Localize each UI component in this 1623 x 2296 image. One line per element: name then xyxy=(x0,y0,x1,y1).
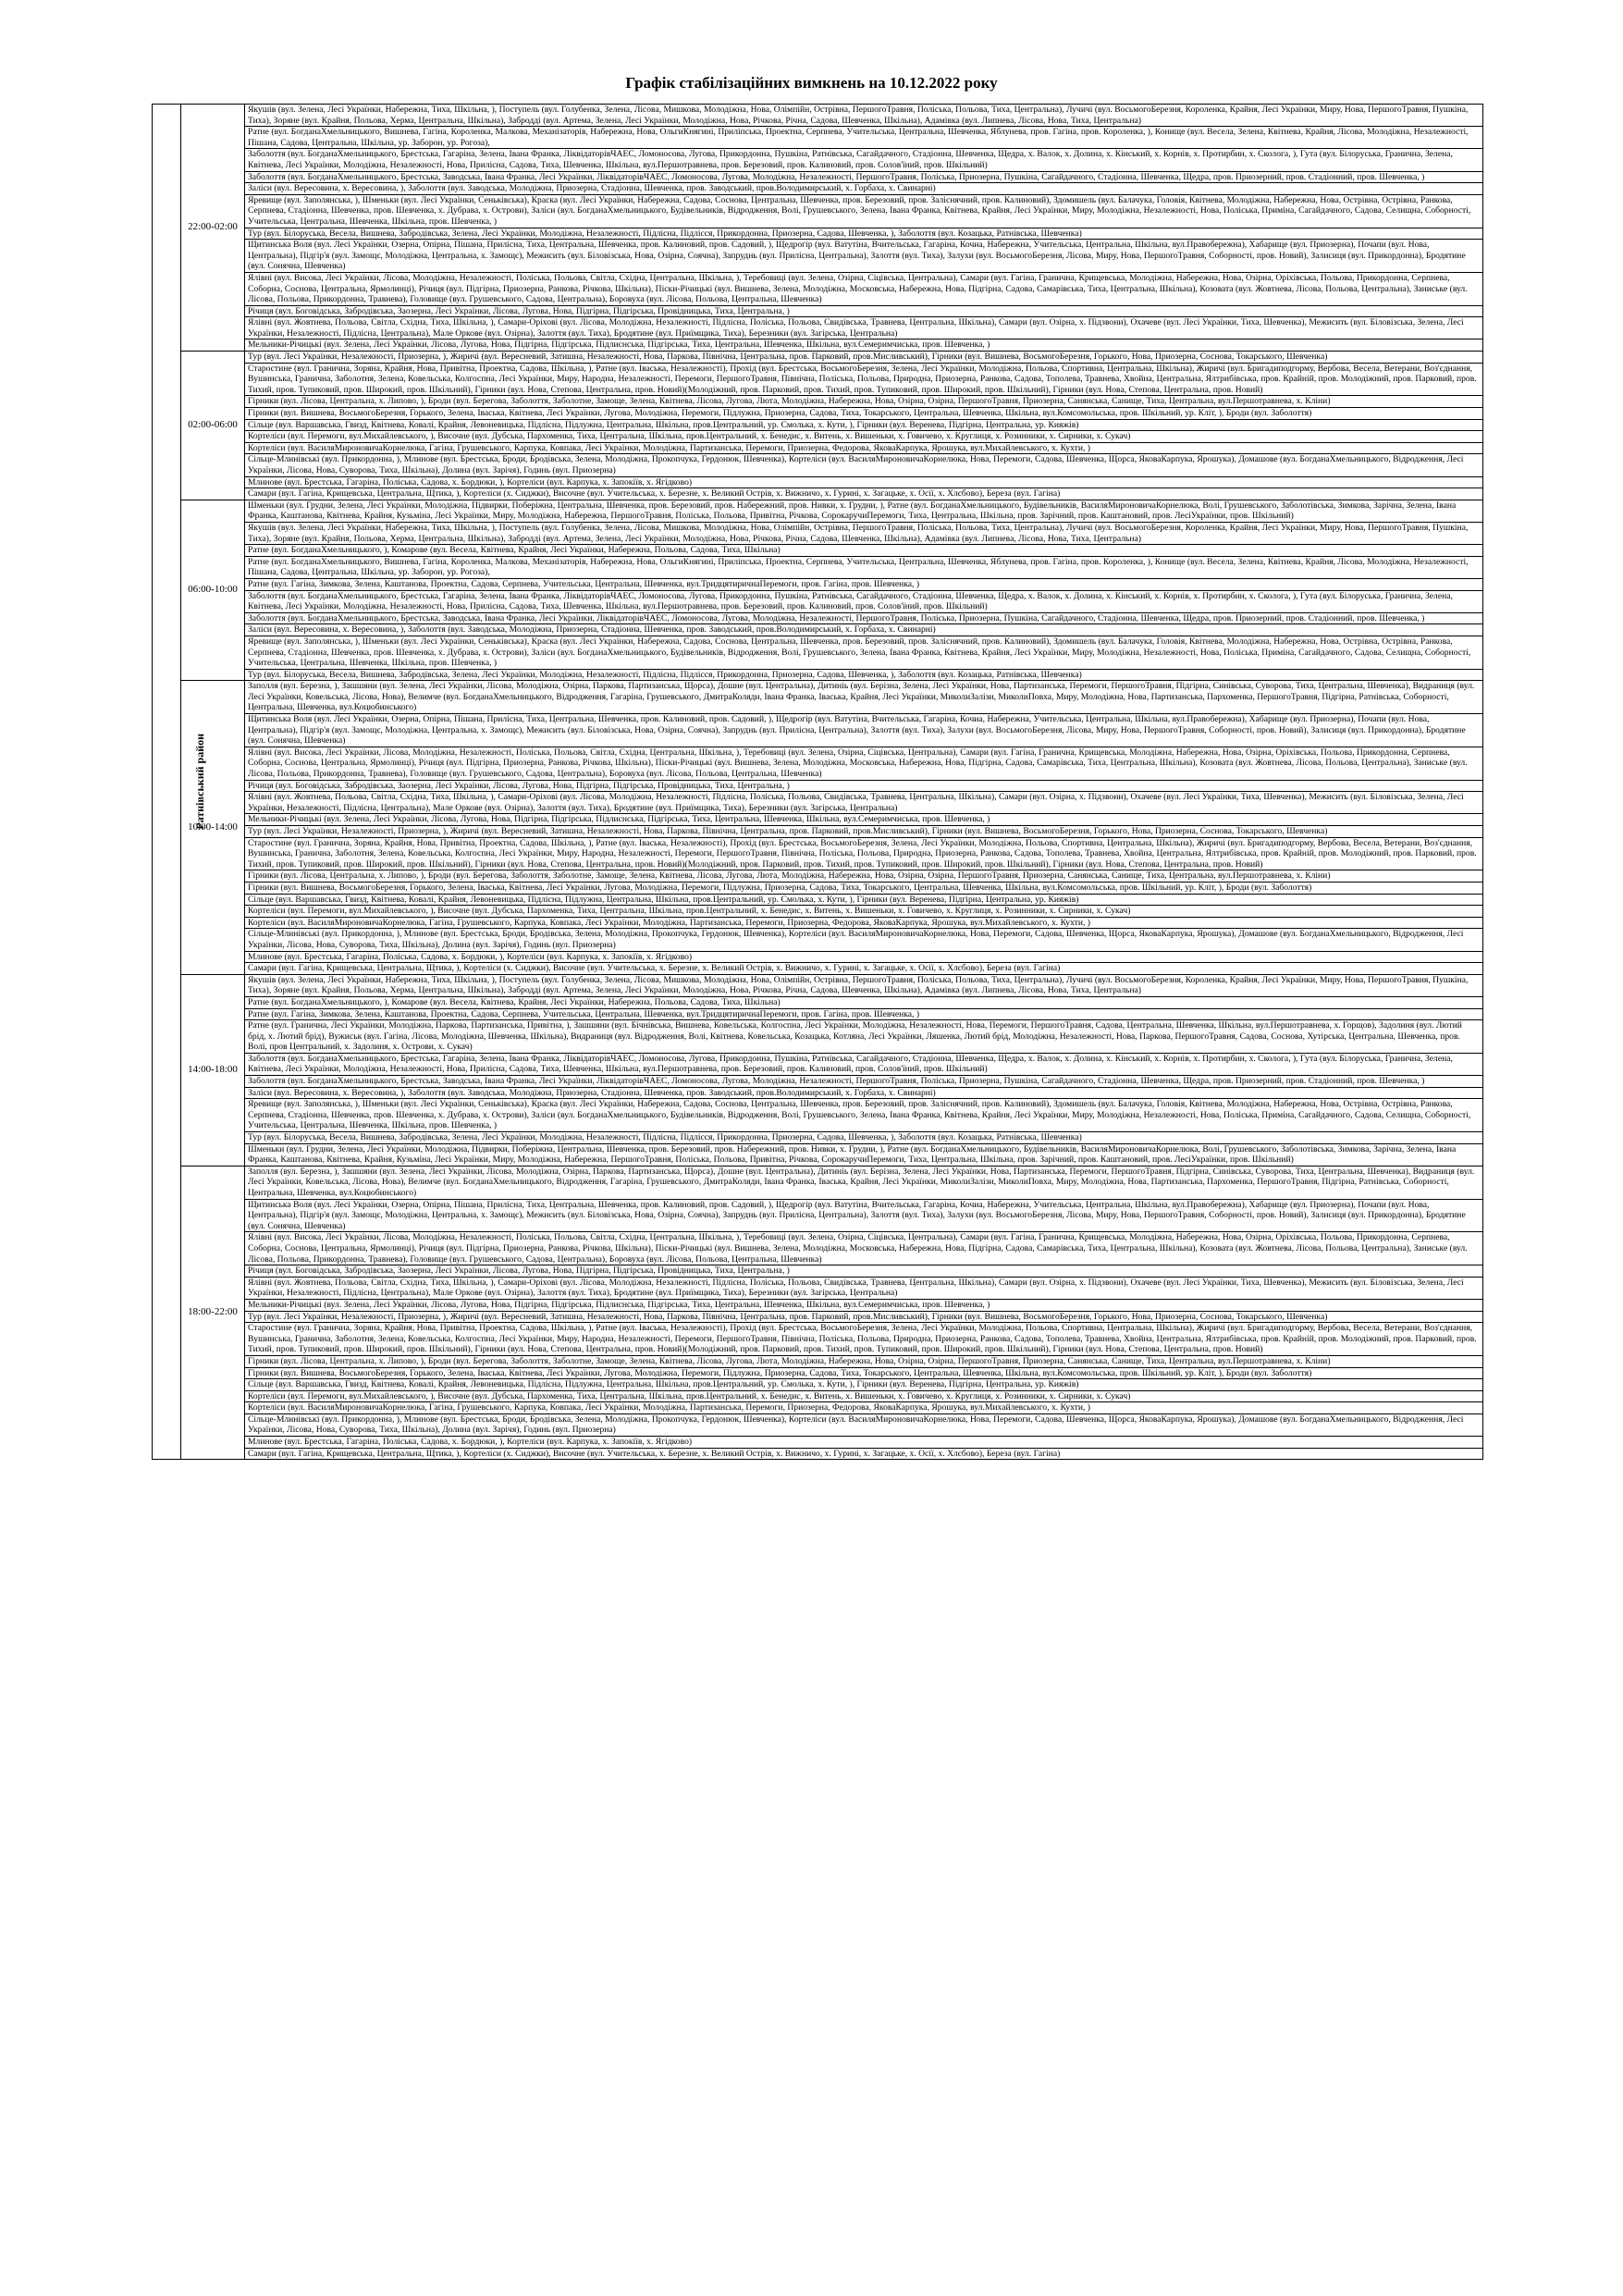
time-slot-cell: 06:00-10:00 xyxy=(181,500,245,681)
table-row xyxy=(153,636,1483,669)
table-row xyxy=(153,1076,1483,1088)
settlements-cell: Заболоття (вул. БогданаХмельницького, Брестська, Гагаріна, Зелена, Івана Франка, ЛіквідаторівЧАЕС, Ломоносова, Лугова, Прикордонна, Пушкіна, Ратнівська, Сагайдачного, Стадіонна, Шевченка, Щедра, х. Валок, х. Долина, х. Кінський, х. Корнів, х. Протирбин, х. Сколога, ), Гута (вул. Білоруська, Гранична, Зелена, Квітнева, Лесі Українки, Молодіжна, Незалежності, Нова, Прилісна, Садова, Тиха, Шевченка, Шкільна, вул.Першотравнева, пров. Березовий, пров. Калиновий, пров. Солов'їний, пров. Шкільний) xyxy=(245,590,1483,612)
table-row xyxy=(153,1053,1483,1075)
settlements-cell: Заполля (вул. Березна, ), Зашшяни (вул. Зелена, Лесі Українки, Лісова, Молодіжна, Озірна, Паркова, Партизанська, Щорса), Дошне (вул. Центральна), Дитиніь (вул. Берізна, Зелена, Лесі Українки, Нова, Партизанська, Перемоги, ПершогоТравня, Підгірна, Синівська, Суворова, Тиха, Центральна, Шевченка), Видраниця (вул. Лесі Українки, Ковельська, Лісова, Нова), Велимче (вул. БогданаХмельницького, Відродження, Гагаріна, Грушевського, ДмитраКоляди, Івана Франка, Іваська, Крайня, Лесі Українки, МиколиЗалізи, МиколиПовха, Миру, Молодіжна, Нова, Партизанська, Пархоменка, ПершогоТравня, Підгірна, Ратнівська, Соборності, Центральна, Шевченка, вул.Коцюбинського) xyxy=(245,681,1483,714)
settlements-cell: Ратне (вул. Гагіна, Зимкова, Зелена, Каштанова, Проектна, Садова, Серпнева, Учительська, Центральна, Шевченка, вул.ТридцятиричнаПеремоги, пров. Гагіна, пров. Шевченка, ) xyxy=(245,1008,1483,1020)
table-row xyxy=(153,1413,1483,1436)
settlements-cell: Заліси (вул. Вересовина, х. Вересовина, ), Заболоття (вул. Заводська, Молодіжна, Приозерна, Стадіонна, Шевченка, пров. Заводський, пров.Володимирський, х. Горбаха, х. Свинарні) xyxy=(245,183,1483,195)
settlements-cell: Якушів (вул. Зелена, Лесі Українки, Набережна, Тиха, Шкільна, ), Поступель (вул. Голубенка, Зелена, Лісова, Мишкова, Молодіжна, Нова, Олімпійн, Острівна, ПершогоТравня, Поліська, Польова, Тиха, Центральна), Лучичі (вул. ВосьмогоБерезня, Короленка, Крайня, Лесі Українки, Миру, Нова, ПершогоТравня, Пушкіна, Тиха), Зоряне (вул. Крайня, Польова, Херма, Центральна, Шкільна), Забродді (вул. Артема, Зелена, Лесі Українки, Молодіжна, Нова, Річкова, Річна, Садова, Шевченка, Шкільна), Адамівка (вул. Липнева, Лісова, Нова, Тиха, Центральна) xyxy=(245,105,1483,127)
settlements-cell: Сільце-Млинівські (вул. Прикордонна, ), Млинове (вул. Брестська, Броди, Бродівська, Зелена, Молодіжна, Прокопчука, Гердонюк, Шевченка), Кортеліси (вул. ВасиляМироновичаКорнелюка, Нова, Перемоги, Садова, Шевченка, Щорса, ЯковаКарпука, Ярошука), Домашове (вул. БогданаХмельницького, Відродження, Лесі Українки, Лісова, Нова, Суворова, Тиха, Шкільна), Долина (вул. Зарічя), Годинь (вул. Приозерна) xyxy=(245,929,1483,951)
time-slot-cell: 18:00-22:00 xyxy=(181,1166,245,1459)
settlements-cell: Гірники (вул. Вишнева, ВосьмогоБерезня, Горького, Зелена, Іваська, Квітнева, Лесі Українки, Лугова, Молодіжна, Перемоги, Підлужна, Приозерна, Садова, Тиха, Токарського, Центральна, Шевченка, Шкільна, вул.Комсомольська, пров. Шкільний, ур. Кліт, ), Броди (вул. Заболоття) xyxy=(245,1367,1483,1379)
page-title: Графік стабілізаційних вимкнень на 10.12.2022 року xyxy=(625,74,998,92)
settlements-cell: Кортеліси (вул. ВасиляМироновичаКорнелюка, Гагіна, Грушевського, Карпука, Ковпака, Лесі Українки, Молодіжна, Партизанська, Перемоги, Приозерна, Федорова, ЯковаКарпука, Ярошука, вул.Михайлевського, х. Кухти, ) xyxy=(245,1402,1483,1414)
settlements-cell: Кортеліси (вул. ВасиляМироновичаКорнелюка, Гагіна, Грушевського, Карпука, Ковпака, Лесі Українки, Молодіжна, Партизанська, Перемоги, Приозерна, Федорова, ЯковаКарпука, Ярошука, вул.Михайлевського, х. Кухти, ) xyxy=(245,917,1483,929)
table-row xyxy=(153,476,1483,488)
table-row xyxy=(153,408,1483,420)
table-row xyxy=(153,127,1483,149)
table-row xyxy=(153,305,1483,317)
settlements-cell: Ратне (вул. БогданаХмельницького, Вишнева, Гагіна, Короленка, Малкова, Механізаторів, Набережна, Нова, ОльгиКнягині, Приліпська, Проектна, Серпнева, Учительська, Центральна, Шевченка, Яблунева, пров. Гагіна, пров. Короленка, ), Конище (вул. Весела, Зелена, Квітнева, Крайня, Лісова, Молодіжна, Незалежності, Пішана, Садова, Центральна, Шкільна, ур. Заборон, ур. Рогоза), xyxy=(245,556,1483,578)
table-row xyxy=(153,837,1483,870)
settlements-cell: Заліси (вул. Вересовина, х. Вересовина, ), Заболоття (вул. Заводська, Молодіжна, Приозерна, Стадіонна, Шевченка, пров. Заводський, пров.Володимирський, х. Горбаха, х. Свинарні) xyxy=(245,1087,1483,1099)
settlements-cell: Ялівні (вул. Жовтнева, Польова, Світла, Східна, Тиха, Шкільна, ), Самари-Оріхові (вул. Лісова, Молодіжна, Незалежності, Підлісна, Поліська, Польова, Свидівська, Травнева, Центральна, Шкільна), Самари (вул. Озірна, х. Підзвони), Охачеве (вул. Лесі Українки, Тиха, Шевченка), Межисить (вул. Біловізська, Зелена, Лесі Українки, Незалежності, Підлісна, Центральна), Мале Оркове (вул. Озірна), Залоття (вул. Тиха), Бродятине (вул. Приїмщика, Тиха), Березники (вул. Загірська, Центральна) xyxy=(245,792,1483,814)
settlements-cell: Тур (вул. Білоруська, Весела, Вишнева, Забродівська, Зелена, Лесі Українки, Молодіжна, Незалежності, Підлісна, Підлісся, Прикордонна, Приозерна, Садова, Шевченка, ), Заболоття (вул. Козацька, Ратнівська, Шевченка) xyxy=(245,1132,1483,1144)
table-row xyxy=(153,612,1483,624)
schedule-body xyxy=(153,105,1483,1460)
settlements-cell: Сільце (вул. Варшавська, Гвизд, Квітнева, Ковалі, Крайня, Левоневицька, Підлісна, Підлужна, Центральна, Шкільна, пров.Центральний, ур. Смолька, х. Кути, ), Гірники (вул. Веренева, Підгірна, Центральна, ур. Кияжів) xyxy=(245,894,1483,906)
table-row xyxy=(153,272,1483,305)
settlements-cell: Яревище (вул. Заполянська, ), Шменьки (вул. Лесі Українки, Сеньківська), Краска (вул. Лесі Українки, Набережна, Садова, Соснова, Центральна, Шевченка, пров. Березовий, пров. Заліснячний, пров. Калиновий), Здомишель (вул. Балачука, Головія, Квітнева, Молодіжна, Набережна, Нова, Острівна, Острівна, Ранкова, Серпнева, Стадіонна, Шевченка, пров. Шевченка, х. Дубрава, х. Острови), Заліси (вул. БогданаХмельницького, Будівельників, Відродження, Волі, Грушевського, Зелена, Івана Франка, Квітнева, Крайня, Лесі Українки, Миру, Молодіжна, Незалежності, Нова, Поліська, Приміна, Сагайдачного, Садова, Селищна, Соборності, Учительська, Центральна, Шевченка, Шкільна, пров. Шевченка, ) xyxy=(245,636,1483,669)
table-row xyxy=(153,105,1483,127)
settlements-cell: Ялівні (вул. Жовтнева, Польова, Світла, Східна, Тиха, Шкільна, ), Самари-Оріхові (вул. Лісова, Молодіжна, Незалежності, Підлісна, Поліська, Польова, Свидівська, Травнева, Центральна, Шкільна), Самари (вул. Озірна, х. Підзвони), Охачеве (вул. Лесі Українки, Тиха, Шевченка), Межисить (вул. Біловізська, Зелена, Лесі Українки, Незалежності, Підлісна, Центральна), Мале Оркове (вул. Озірна), Залоття (вул. Тиха), Бродятине (вул. Приїмщика, Тиха), Березники (вул. Загірська, Центральна) xyxy=(245,317,1483,339)
table-row xyxy=(153,1166,1483,1199)
table-row xyxy=(153,317,1483,339)
settlements-cell: Заболоття (вул. БогданаХмельницького, Брестська, Гагаріна, Зелена, Івана Франка, ЛіквідаторівЧАЕС, Ломоносова, Лугова, Прикордонна, Пушкіна, Ратнівська, Сагайдачного, Стадіонна, Шевченка, Щедра, х. Валок, х. Долина, х. Кінський, х. Корнів, х. Протирбин, х. Сколога, ), Гута (вул. Білоруська, Гранична, Зелена, Квітнева, Лесі Українки, Молодіжна, Незалежності, Нова, Прилісна, Садова, Тиха, Шевченка, Шкільна, вул.Першотравнева, пров. Березовий, пров. Калиновий, пров. Солов'їний, пров. Шкільний) xyxy=(245,1053,1483,1075)
settlements-cell: Яревище (вул. Заполянська, ), Шменьки (вул. Лесі Українки, Сеньківська), Краска (вул. Лесі Українки, Набережна, Садова, Соснова, Центральна, Шевченка, пров. Березовий, пров. Заліснячний, пров. Калиновий), Здомишель (вул. Балачука, Головія, Квітнева, Молодіжна, Набережна, Нова, Острівна, Острівна, Ранкова, Серпнева, Стадіонна, Шевченка, пров. Шевченка, х. Дубрава, х. Острови), Заліси (вул. БогданаХмельницького, Будівельників, Відродження, Волі, Грушевського, Зелена, Івана Франка, Квітнева, Крайня, Лесі Українки, Миру, Молодіжна, Незалежності, Нова, Поліська, Приміна, Сагайдачного, Садова, Селищна, Соборності, Учительська, Центральна, Шевченка, Шкільна, пров. Шевченка, ) xyxy=(245,194,1483,228)
settlements-cell: Сільце-Млинівські (вул. Прикордонна, ), Млинове (вул. Брестська, Броди, Бродівська, Зелена, Молодіжна, Прокопчука, Гердонюк, Шевченка), Кортеліси (вул. ВасиляМироновичаКорнелюка, Нова, Перемоги, Садова, Шевченка, Щорса, ЯковаКарпука, Ярошука), Домашове (вул. БогданаХмельницького, Відродження, Лесі Українки, Лісова, Нова, Суворова, Тиха, Шкільна), Долина (вул. Зарічя), Годинь (вул. Приозерна) xyxy=(245,1413,1483,1436)
table-row xyxy=(153,669,1483,681)
table-row xyxy=(153,1099,1483,1132)
settlements-cell: Ратне (вул. БогданаХмельницького, ), Комарове (вул. Весела, Квітнева, Крайня, Лесі Українки, Набережна, Польова, Садова, Тиха, Шкільна) xyxy=(245,996,1483,1008)
table-row xyxy=(153,814,1483,826)
table-row xyxy=(153,431,1483,443)
table-row xyxy=(153,929,1483,951)
table-row xyxy=(153,500,1483,522)
table-row xyxy=(153,1379,1483,1391)
table-row xyxy=(153,882,1483,894)
settlements-cell: Заболоття (вул. БогданаХмельницького, Брестська, Заводська, Івана Франка, Лесі Українки, ЛіквідаторівЧАЕС, Ломоносова, Лугова, Молодіжна, Незалежності, ПершогоТравня, Поліська, Приозерна, Пушкіна, Сагайдачного, Стадіонна, Шевченка, Щедра, пров. Приозерний, пров. Стадіонний, пров. Шевченка, ) xyxy=(245,171,1483,183)
settlements-cell: Ратне (вул. Гранична, Лесі Українки, Молодіжна, Паркова, Партизанська, Привітна, ), Зашшяни (вул. Бічнівська, Вишнева, Ковельська, Колгоспна, Лесі Українки, Молодіжна, Незалежності, Нова, Перемоги, ПершогоТравня, Садова, Центральна, Шевченка, Шкільна, вул.Першотравнева, х. Горщов), Задолиня (вул. Лютий брід, х. Лютий брід), Вужиськ (вул. Гагіна, Лісова, Молодіжна, Шевченка, Шкільна), Видраниця (вул. Відродження, Волі, Квітнева, Ковельська, Козацька, Котляна, Лесі Українки, Ляшенка, Лютий брід, Молодіжна, Незалежності, Нова, Паркова, ПершогоТравня, Садова, Соснова, Хутірська, Центральна, Шевченка, пров. Волі, пров Центральний, х. Задолиня, х. Острови, х. Сукач) xyxy=(245,1020,1483,1054)
table-row xyxy=(153,590,1483,612)
table-row xyxy=(153,826,1483,838)
table-row xyxy=(153,1199,1483,1232)
table-row xyxy=(153,1008,1483,1020)
table-row xyxy=(153,1265,1483,1278)
table-row xyxy=(153,1299,1483,1311)
settlements-cell: Ратне (вул. БогданаХмельницького, Вишнева, Гагіна, Короленка, Малкова, Механізаторів, Набережна, Нова, ОльгиКнягині, Приліпська, Проектна, Серпнева, Учительська, Центральна, Шевченка, Яблунева, пров. Гагіна, пров. Короленка, ), Конище (вул. Весела, Зелена, Квітнева, Крайня, Лісова, Молодіжна, Незалежності, Пішана, Садова, Центральна, Шкільна, ур. Заборон, ур. Рогоза), xyxy=(245,127,1483,149)
settlements-cell: Мельники-Річицькі (вул. Зелена, Лесі Українки, Лісова, Лугова, Нова, Підгірна, Підгірська, Підлиснська, Підгірська, Тиха, Центральна, Шевченка, Шкільна, вул.Семеримчиська, пров. Шевченка, ) xyxy=(245,1299,1483,1311)
schedule-table xyxy=(152,104,1483,1460)
settlements-cell: Старостине (вул. Гранична, Зоряна, Крайня, Нова, Привітна, Проектна, Садова, Шкільна, ), Ратне (вул. Іваська, Незалежності), Прохід (вул. Брестська, ВосьмогоБерезня, Зелена, Лесі Українки, Молодіжна, Польова, Спортивна, Центральна, Шкільна), Жиричі (вул. Бригадиподгорму, Вербова, Весела, Ветерани, Воз'єднання, Вушинська, Гранична, Заболотня, Зелена, Ковельська, Колгоспна, Лесі Українки, Миру, Народна, Незалежності, Перемоги, ПершогоТравня, Північна, Поліська, Польова, Природна, Приозерна, Ранкова, Садова, Тополева, Травнева, Хвойна, Центральна, Ялтрибівська, пров. Крайній, пров. Молодіжний, пров. Парковий, пров. Тихий, пров. Тупиковий, пров. Широкий, пров. Шкільний), Гірники (вул. Нова, Степова, Центральна, пров. Новий)(Молодіжний, пров. Парковий, пров. Тихий, пров. Тупиковий, пров. Широкий, пров. Шкільний), Гірники (вул. Нова, Степова, Центральна, пров. Новий) xyxy=(245,837,1483,870)
time-slot-cell: 14:00-18:00 xyxy=(181,974,245,1166)
settlements-cell: Гірники (вул. Лісова, Центральна, х. Липово, ), Броди (вул. Берегова, Заболоття, Заболотне, Замоще, Зелена, Квітнева, Лісова, Лугова, Люта, Молодіжна, Набережна, Нова, Озірна, Озірна, ПершогоТравня, Приозерна, Санянська, Санище, Тиха, Центральна, вул.Першотравнева, х. Кліни) xyxy=(245,1355,1483,1367)
settlements-cell: Якушів (вул. Зелена, Лесі Українки, Набережна, Тиха, Шкільна, ), Поступель (вул. Голубенка, Зелена, Лісова, Мишкова, Молодіжна, Нова, Олімпійн, Острівна, ПершогоТравня, Поліська, Польова, Тиха, Центральна), Лучичі (вул. ВосьмогоБерезня, Короленка, Крайня, Лесі Українки, Миру, Нова, ПершогоТравня, Пушкіна, Тиха), Зоряне (вул. Крайня, Польова, Херма, Центральна, Шкільна), Забродді (вул. Артема, Зелена, Лесі Українки, Молодіжна, Нова, Річкова, Річна, Садова, Шевченка, Шкільна), Адамівка (вул. Липнева, Лісова, Нова, Тиха, Центральна) xyxy=(245,522,1483,544)
table-row xyxy=(153,183,1483,195)
settlements-cell: Старостине (вул. Гранична, Зоряна, Крайня, Нова, Привітна, Проектна, Садова, Шкільна, ), Ратне (вул. Іваська, Незалежності), Прохід (вул. Брестська, ВосьмогоБерезня, Зелена, Лесі Українки, Молодіжна, Польова, Спортивна, Центральна, Шкільна), Жиричі (вул. Бригадиподгорму, Вербова, Весела, Ветерани, Воз'єднання, Вушинська, Гранична, Заболотня, Зелена, Ковельська, Колгоспна, Лесі Українки, Миру, Народна, Незалежності, Перемоги, ПершогоТравня, Північна, Поліська, Польова, Природна, Приозерна, Ранкова, Садова, Тополева, Травнева, Хвойна, Центральна, Ялтрибівська, пров. Крайній, пров. Молодіжний, пров. Парковий, пров. Тихий, пров. Тупиковий, пров. Широкий, пров. Шкільний), Гірники (вул. Нова, Степова, Центральна, пров. Новий)(Молодіжний, пров. Парковий, пров. Тихий, пров. Тупиковий, пров. Широкий, пров. Шкільний), Гірники (вул. Нова, Степова, Центральна, пров. Новий) xyxy=(245,1323,1483,1356)
table-row xyxy=(153,1020,1483,1054)
table-row xyxy=(153,488,1483,500)
table-row xyxy=(153,1367,1483,1379)
settlements-cell: Заполля (вул. Березна, ), Зашшяни (вул. Зелена, Лесі Українки, Лісова, Молодіжна, Озірна, Паркова, Партизанська, Щорса), Дошне (вул. Центральна), Дитиніь (вул. Берізна, Зелена, Лесі Українки, Нова, Партизанська, Перемоги, ПершогоТравня, Підгірна, Синівська, Суворова, Тиха, Центральна, Шевченка), Видраниця (вул. Лесі Українки, Ковельська, Лісова, Нова), Велимче (вул. БогданаХмельницького, Відродження, Гагаріна, Грушевського, ДмитраКоляди, Івана Франка, Іваська, Крайня, Лесі Українки, МиколиЗалізи, МиколиПовха, Миру, Молодіжна, Нова, Партизанська, Пархоменка, ПершогоТравня, Підгірна, Ратнівська, Соборності, Центральна, Шевченка, вул.Коцюбинського) xyxy=(245,1166,1483,1199)
settlements-cell: Заболоття (вул. БогданаХмельницького, Брестська, Заводська, Івана Франка, Лесі Українки, ЛіквідаторівЧАЕС, Ломоносова, Лугова, Молодіжна, Незалежності, ПершогоТравня, Поліська, Приозерна, Пушкіна, Сагайдачного, Стадіонна, Шевченка, Щедра, пров. Приозерний, пров. Стадіонний, пров. Шевченка, ) xyxy=(245,612,1483,624)
table-row xyxy=(153,870,1483,883)
settlements-cell: Сільце-Млинівські (вул. Прикордонна, ), Млинове (вул. Брестська, Броди, Бродівська, Зелена, Молодіжна, Прокопчука, Гердонюк, Шевченка), Кортеліси (вул. ВасиляМироновичаКорнелюка, Нова, Перемоги, Садова, Шевченка, Щорса, ЯковаКарпука, Ярошука), Домашове (вул. БогданаХмельницького, Відродження, Лесі Українки, Лісова, Нова, Суворова, Тиха, Шкільна), Долина (вул. Зарічя), Годинь (вул. Приозерна) xyxy=(245,454,1483,476)
table-row xyxy=(153,545,1483,557)
settlements-cell: Шменьки (вул. Грудни, Зелена, Лесі Українки, Молодіжна, Підвирки, Поберіжна, Центральна, Шевченка, пров. Березовий, пров. Набережний, пров. Нивки, х. Грудни, ), Ратне (вул. БогданаХмельницького, Будівельників, ВасиляМироновичаКорнелюка, Волі, Грушевського, Заболотівська, Зимкова, Зарічна, Зелена, Івана Франка, Каштанова, Квітнева, Крайня, Кузьміна, Лесі Українки, Миру, Молодіжна, Набережна, ПершогоТравня, Поліська, Польова, Привітна, Річкова, СорокаручиПеремоги, Тиха, Центральна, Шкільна, пров. Зарічний, пров. Каштановий, пров. ЛесіУкраїнки, пров. Шкільний) xyxy=(245,500,1483,522)
table-row xyxy=(153,396,1483,408)
settlements-cell: Самари (вул. Гагіна, Крищевська, Центральна, Щтика, ), Кортеліси (х. Сиджки), Височне (вул. Учительська, х. Березне, х. Великий Острів, х. Вижничо, х. Гурині, х. Загацьке, х. Осії, х. Хлєбово), Береза (вул. Гагіна) xyxy=(245,963,1483,975)
settlements-cell: Мельники-Річицькі (вул. Зелена, Лесі Українки, Лісова, Лугова, Нова, Підгірна, Підгірська, Підлиснська, Підгірська, Тиха, Центральна, Шевченка, Шкільна, вул.Семеримчиська, пров. Шевченка, ) xyxy=(245,814,1483,826)
district-cell xyxy=(153,105,207,1460)
settlements-cell: Гірники (вул. Лісова, Центральна, х. Липово, ), Броди (вул. Берегова, Заболоття, Заболотне, Замоще, Зелена, Квітнева, Лісова, Лугова, Люта, Молодіжна, Набережна, Нова, Озірна, Озірна, ПершогоТравня, Приозерна, Санянська, Санище, Тиха, Центральна, вул.Першотравнева, х. Кліни) xyxy=(245,870,1483,883)
settlements-cell: Тур (вул. Білоруська, Весела, Вишнева, Забродівська, Зелена, Лесі Українки, Молодіжна, Незалежності, Підлісна, Підлісся, Прикордонна, Приозерна, Садова, Шевченка, ), Заболоття (вул. Козацька, Ратнівська, Шевченка) xyxy=(245,669,1483,681)
settlements-cell: Щитинська Воля (вул. Лесі Українки, Озерна, Опірна, Пішана, Прилісна, Тиха, Центральна, Шевченка, пров. Калиновий, пров. Садовий, ), Щедрогір (вул. Ватутіна, Вчительська, Гагаріна, Кочиа, Набережна, Учительська, Центральна, Шкільна, вул.Правобережна), Хабарище (вул. Приозерна), Почапи (вул. Нова, Центральна), Підгір'я (вул. Замощє, Молодіжна, Центральна, х. Замощє), Межисить (вул. Біловізська, Нова, Озірна, Соячна), Запруднь (вул. Прилісна, Центральна), Залоття (вул. Тиха), Залухи (вул. ВосьмогоБерезня, Лісова, Миру, Нова, ПершогоТравня, Соборності, пров. Новий), Залисиця (вул. Прикордонна), Бродятине (вул. Сонячна, Шевченка) xyxy=(245,1199,1483,1232)
settlements-cell: Ялівні (вул. Висока, Лесі Українки, Лісова, Молодіжна, Незалежності, Поліська, Польова, Світла, Східна, Центральна, Шкільна, ), Теребовиці (вул. Зелена, Озірна, Сіцівська, Центральна), Самари (вул. Гагіна, Гранична, Крищевська, Молодіжна, Набережна, Нова, Озірна, Оріхівська, Польова, Прикордонна, Серпнева, Соборна, Соснова, Центральна, Ярмолинці), Річиця (вул. Підгірна, Приозерна, Ранкова, Річкова, Шкільна), Піски-Річицькі (вул. Вишнева, Зелена, Молодіжна, Московська, Набережна, Нова, Підгірна, Садова, Самарівська, Тиха, Центральна, Шкільна), Козовата (вул. Жовтнева, Лісова, Польова, Центральна), Заниське (вул. Лісова, Польова, Прикордонна, Травнева), Головище (вул. Грушевського, Садова, Центральна), Боровуха (вул. Лісова, Польова, Центральна, Шевченка) xyxy=(245,1232,1483,1265)
table-row xyxy=(153,352,1483,364)
settlements-cell: Тур (вул. Білоруська, Весела, Вишнева, Забродівська, Зелена, Лесі Українки, Молодіжна, Незалежності, Підлісна, Підлісся, Прикордонна, Приозерна, Садова, Шевченка, ), Заболоття (вул. Козацька, Ратнівська, Шевченка) xyxy=(245,228,1483,240)
settlements-cell: Млинове (вул. Брестська, Гагаріна, Поліська, Садова, х. Бордюки, ), Кортеліси (вул. Карпука, х. Запокіїв, х. Ягідково) xyxy=(245,951,1483,963)
settlements-cell: Яревище (вул. Заполянська, ), Шменьки (вул. Лесі Українки, Сеньківська), Краска (вул. Лесі Українки, Набережна, Садова, Соснова, Центральна, Шевченка, пров. Березовий, пров. Заліснячний, пров. Калиновий), Здомишель (вул. Балачука, Головія, Квітнева, Молодіжна, Набережна, Нова, Острівна, Острівна, Ранкова, Серпнева, Стадіонна, Шевченка, пров. Шевченка, х. Дубрава, х. Острови), Заліси (вул. БогданаХмельницького, Будівельників, Відродження, Волі, Грушевського, Зелена, Івана Франка, Квітнева, Крайня, Лесі Українки, Миру, Молодіжна, Незалежності, Нова, Поліська, Приміна, Сагайдачного, Садова, Селищна, Соборності, Учительська, Центральна, Шевченка, Шкільна, пров. Шевченка, ) xyxy=(245,1099,1483,1132)
table-row xyxy=(153,442,1483,454)
table-row xyxy=(153,363,1483,396)
table-row xyxy=(153,747,1483,780)
table-row xyxy=(153,556,1483,578)
table-row xyxy=(153,894,1483,906)
table-row xyxy=(153,240,1483,273)
settlements-cell: Заліси (вул. Вересовина, х. Вересовина, ), Заболоття (вул. Заводська, Молодіжна, Приозерна, Стадіонна, Шевченка, пров. Заводський, пров.Володимирський, х. Горбаха, х. Свинарні) xyxy=(245,624,1483,636)
table-row xyxy=(153,228,1483,240)
table-row xyxy=(153,194,1483,228)
table-row xyxy=(153,171,1483,183)
table-row xyxy=(153,1390,1483,1402)
table-row xyxy=(153,1132,1483,1144)
settlements-cell: Ялівні (вул. Жовтнева, Польова, Світла, Східна, Тиха, Шкільна, ), Самари-Оріхові (вул. Лісова, Молодіжна, Незалежності, Підлісна, Поліська, Польова, Свидівська, Травнева, Центральна, Шкільна), Самари (вул. Озірна, х. Підзвони), Охачеве (вул. Лесі Українки, Тиха, Шевченка), Межисить (вул. Біловізська, Зелена, Лесі Українки, Незалежності, Підлісна, Центральна), Мале Оркове (вул. Озірна), Залоття (вул. Тиха), Бродятине (вул. Приїмщика, Тиха), Березники (вул. Загірська, Центральна) xyxy=(245,1277,1483,1299)
table-row xyxy=(153,419,1483,431)
table-row xyxy=(153,681,1483,714)
time-slot-cell: 02:00-06:00 xyxy=(181,352,245,500)
settlements-cell: Кортеліси (вул. Перемоги, вул.Михайлевського, ), Височне (вул. Дубська, Пархоменка, Тиха, Центральна, Шкільна, пров.Центральний, х. Бенедис, х. Витень, х. Вишеньки, х. Говичево, х. Круглиця, х. Розинники, х. Сирники, х. Сукач) xyxy=(245,1390,1483,1402)
table-row xyxy=(153,1355,1483,1367)
table-row xyxy=(153,951,1483,963)
settlements-cell: Гірники (вул. Вишнева, ВосьмогоБерезня, Горького, Зелена, Іваська, Квітнева, Лесі Українки, Лугова, Молодіжна, Перемоги, Підлужна, Приозерна, Садова, Тиха, Токарського, Центральна, Шевченка, Шкільна, вул.Комсомольська, пров. Шкільний, ур. Кліт, ), Броди (вул. Заболоття) xyxy=(245,408,1483,420)
settlements-cell: Млинове (вул. Брестська, Гагаріна, Поліська, Садова, х. Бордюки, ), Кортеліси (вул. Карпука, х. Запокіїв, х. Ягідково) xyxy=(245,1437,1483,1449)
settlements-cell: Кортеліси (вул. Перемоги, вул.Михайлевського, ), Височне (вул. Дубська, Пархоменка, Тиха, Центральна, Шкільна, пров.Центральний, х. Бенедис, х. Витень, х. Вишеньки, х. Говичево, х. Круглиця, х. Розинники, х. Сирники, х. Сукач) xyxy=(245,431,1483,443)
settlements-cell: Кортеліси (вул. Перемоги, вул.Михайлевського, ), Височне (вул. Дубська, Пархоменка, Тиха, Центральна, Шкільна, пров.Центральний, х. Бенедис, х. Витень, х. Вишеньки, х. Говичево, х. Круглиця, х. Розинники, х. Сирники, х. Сукач) xyxy=(245,906,1483,918)
settlements-cell: Річиця (вул. Боговідська, Забродівська, Заозерна, Лесі Українки, Лісова, Лугова, Нова, Підгірна, Підгірська, Провідницька, Тиха, Центральна, ) xyxy=(245,1265,1483,1278)
district-label: Ратнівський район xyxy=(193,733,207,830)
table-row xyxy=(153,1277,1483,1299)
settlements-cell: Якушів (вул. Зелена, Лесі Українки, Набережна, Тиха, Шкільна, ), Поступель (вул. Голубенка, Зелена, Лісова, Мишкова, Молодіжна, Нова, Олімпійн, Острівна, ПершогоТравня, Поліська, Польова, Тиха, Центральна), Лучичі (вул. ВосьмогоБерезня, Короленка, Крайня, Лесі Українки, Миру, Нова, ПершогоТравня, Пушкіна, Тиха), Зоряне (вул. Крайня, Польова, Херма, Центральна, Шкільна), Забродді (вул. Артема, Зелена, Лесі Українки, Молодіжна, Нова, Річкова, Річна, Садова, Шевченка, Шкільна), Адамівка (вул. Липнева, Лісова, Нова, Тиха, Центральна) xyxy=(245,974,1483,996)
settlements-cell: Сільце (вул. Варшавська, Гвизд, Квітнева, Ковалі, Крайня, Левоневицька, Підлісна, Підлужна, Центральна, Шкільна, пров.Центральний, ур. Смолька, х. Кути, ), Гірники (вул. Веренева, Підгірна, Центральна, ур. Кияжів) xyxy=(245,1379,1483,1391)
settlements-cell: Млинове (вул. Брестська, Гагаріна, Поліська, Садова, х. Бордюки, ), Кортеліси (вул. Карпука, х. Запокіїв, х. Ягідково) xyxy=(245,476,1483,488)
table-row xyxy=(153,974,1483,996)
table-row xyxy=(153,339,1483,352)
table-row xyxy=(153,996,1483,1008)
settlements-cell: Гірники (вул. Вишнева, ВосьмогоБерезня, Горького, Зелена, Іваська, Квітнева, Лесі Українки, Лугова, Молодіжна, Перемоги, Підлужна, Приозерна, Садова, Тиха, Токарського, Центральна, Шевченка, Шкільна, вул.Комсомольська, пров. Шкільний, ур. Кліт, ), Броди (вул. Заболоття) xyxy=(245,882,1483,894)
table-row xyxy=(153,780,1483,792)
table-row xyxy=(153,714,1483,747)
settlements-cell: Гірники (вул. Лісова, Центральна, х. Липово, ), Броди (вул. Берегова, Заболоття, Заболотне, Замоще, Зелена, Квітнева, Лісова, Лугова, Люта, Молодіжна, Набережна, Нова, Озірна, Озірна, ПершогоТравня, Приозерна, Санянська, Санище, Тиха, Центральна, вул.Першотравнева, х. Кліни) xyxy=(245,396,1483,408)
table-row xyxy=(153,624,1483,636)
settlements-cell: Річиця (вул. Боговідська, Забродівська, Заозерна, Лесі Українки, Лісова, Лугова, Нова, Підгірна, Підгірська, Провідницька, Тиха, Центральна, ) xyxy=(245,305,1483,317)
settlements-cell: Самари (вул. Гагіна, Крищевська, Центральна, Щтика, ), Кортеліси (х. Сиджки), Височне (вул. Учительська, х. Березне, х. Великий Острів, х. Вижничо, х. Гурині, х. Загацьке, х. Осії, х. Хлєбово), Береза (вул. Гагіна) xyxy=(245,488,1483,500)
settlements-cell: Сільце (вул. Варшавська, Гвизд, Квітнева, Ковалі, Крайня, Левоневицька, Підлісна, Підлужна, Центральна, Шкільна, пров.Центральний, ур. Смолька, х. Кути, ), Гірники (вул. Веренева, Підгірна, Центральна, ур. Кияжів) xyxy=(245,419,1483,431)
settlements-cell: Тур (вул. Лесі Українки, Незалежності, Приозерна, ), Жиричі (вул. Вересневий, Затишна, Незалежності, Нова, Паркова, Північна, Центральна, пров. Парковий, пров.Мисливський), Гірники (вул. Вишнева, ВосьмогоБерезня, Горького, Нова, Приозерна, Соснова, Токарського, Шевченка) xyxy=(245,352,1483,364)
settlements-cell: Ратне (вул. Гагіна, Зимкова, Зелена, Каштанова, Проектна, Садова, Серпнева, Учительська, Центральна, Шевченка, вул.ТридцятиричнаПеремоги, пров. Гагіна, пров. Шевченка, ) xyxy=(245,578,1483,590)
settlements-cell: Мельники-Річицькі (вул. Зелена, Лесі Українки, Лісова, Лугова, Нова, Підгірна, Підгірська, Підлиснська, Підгірська, Тиха, Центральна, Шевченка, Шкільна, вул.Семеримчиська, пров. Шевченка, ) xyxy=(245,339,1483,352)
table-row xyxy=(153,1087,1483,1099)
settlements-cell: Шменьки (вул. Грудни, Зелена, Лесі Українки, Молодіжна, Підвирки, Поберіжна, Центральна, Шевченка, пров. Березовий, пров. Набережний, пров. Нивки, х. Грудни, ), Ратне (вул. БогданаХмельницького, Будівельників, ВасиляМироновичаКорнелюка, Волі, Грушевського, Заболотівська, Зимкова, Зарічна, Зелена, Івана Франка, Каштанова, Квітнева, Крайня, Кузьміна, Лесі Українки, Миру, Молодіжна, Набережна, ПершогоТравня, Поліська, Польова, Привітна, Річкова, СорокаручиПеремоги, Тиха, Центральна, Шкільна, пров. Зарічний, пров. Каштановий, пров. ЛесіУкраїнки, пров. Шкільний) xyxy=(245,1143,1483,1166)
table-row xyxy=(153,149,1483,171)
settlements-cell: Кортеліси (вул. ВасиляМироновичаКорнелюка, Гагіна, Грушевського, Карпука, Ковпака, Лесі Українки, Молодіжна, Партизанська, Перемоги, Приозерна, Федорова, ЯковаКарпука, Ярошука, вул.Михайлевського, х. Кухти, ) xyxy=(245,442,1483,454)
time-slot-cell: 10:00-14:00 xyxy=(181,681,245,974)
table-row xyxy=(153,917,1483,929)
table-row xyxy=(153,454,1483,476)
table-row xyxy=(153,1311,1483,1323)
settlements-cell: Річиця (вул. Боговідська, Забродівська, Заозерна, Лесі Українки, Лісова, Лугова, Нова, Підгірна, Підгірська, Провідницька, Тиха, Центральна, ) xyxy=(245,780,1483,792)
settlements-cell: Щитинська Воля (вул. Лесі Українки, Озерна, Опірна, Пішана, Прилісна, Тиха, Центральна, Шевченка, пров. Калиновий, пров. Садовий, ), Щедрогір (вул. Ватутіна, Вчительська, Гагаріна, Кочиа, Набережна, Учительська, Центральна, Шкільна, вул.Правобережна), Хабарище (вул. Приозерна), Почапи (вул. Нова, Центральна), Підгір'я (вул. Замощє, Молодіжна, Центральна, х. Замощє), Межисить (вул. Біловізська, Нова, Озірна, Соячна), Запруднь (вул. Прилісна, Центральна), Залоття (вул. Тиха), Залухи (вул. ВосьмогоБерезня, Лісова, Миру, Нова, ПершогоТравня, Соборності, пров. Новий), Залисиця (вул. Прикордонна), Бродятине (вул. Сонячна, Шевченка) xyxy=(245,240,1483,273)
table-row xyxy=(153,1437,1483,1449)
settlements-cell: Старостине (вул. Гранична, Зоряна, Крайня, Нова, Привітна, Проектна, Садова, Шкільна, ), Ратне (вул. Іваська, Незалежності), Прохід (вул. Брестська, ВосьмогоБерезня, Зелена, Лесі Українки, Молодіжна, Польова, Спортивна, Центральна, Шкільна), Жиричі (вул. Бригадиподгорму, Вербова, Весела, Ветерани, Воз'єднання, Вушинська, Гранична, Заболотня, Зелена, Ковельська, Колгоспна, Лесі Українки, Миру, Народна, Незалежності, Перемоги, ПершогоТравня, Північна, Поліська, Польова, Природна, Приозерна, Ранкова, Садова, Тополева, Травнева, Хвойна, Центральна, Ялтрибівська, пров. Крайній, пров. Молодіжний, пров. Парковий, пров. Тихий, пров. Тупиковий, пров. Широкий, пров. Шкільний), Гірники (вул. Нова, Степова, Центральна, пров. Новий)(Молодіжний, пров. Парковий, пров. Тихий, пров. Тупиковий, пров. Широкий, пров. Шкільний), Гірники (вул. Нова, Степова, Центральна, пров. Новий) xyxy=(245,363,1483,396)
settlements-cell: Самари (вул. Гагіна, Крищевська, Центральна, Щтика, ), Кортеліси (х. Сиджки), Височне (вул. Учительська, х. Березне, х. Великий Острів, х. Вижничо, х. Гурині, х. Загацьке, х. Осії, х. Хлєбово), Береза (вул. Гагіна) xyxy=(245,1448,1483,1460)
table-row xyxy=(153,522,1483,544)
settlements-cell: Тур (вул. Лесі Українки, Незалежності, Приозерна, ), Жиричі (вул. Вересневий, Затишна, Незалежності, Нова, Паркова, Північна, Центральна, пров. Парковий, пров.Мисливський), Гірники (вул. Вишнева, ВосьмогоБерезня, Горького, Нова, Приозерна, Соснова, Токарського, Шевченка) xyxy=(245,826,1483,838)
table-row xyxy=(153,578,1483,590)
settlements-cell: Щитинська Воля (вул. Лесі Українки, Озерна, Опірна, Пішана, Прилісна, Тиха, Центральна, Шевченка, пров. Калиновий, пров. Садовий, ), Щедрогір (вул. Ватутіна, Вчительська, Гагаріна, Кочиа, Набережна, Учительська, Центральна, Шкільна, вул.Правобережна), Хабарище (вул. Приозерна), Почапи (вул. Нова, Центральна), Підгір'я (вул. Замощє, Молодіжна, Центральна, х. Замощє), Межисить (вул. Біловізська, Нова, Озірна, Соячна), Запруднь (вул. Прилісна, Центральна), Залоття (вул. Тиха), Залухи (вул. ВосьмогоБерезня, Лісова, Миру, Нова, ПершогоТравня, Соборності, пров. Новий), Залисиця (вул. Прикордонна), Бродятине (вул. Сонячна, Шевченка) xyxy=(245,714,1483,747)
table-row xyxy=(153,1448,1483,1460)
table-row xyxy=(153,1402,1483,1414)
settlements-cell: Заболоття (вул. БогданаХмельницького, Брестська, Заводська, Івана Франка, Лесі Українки, ЛіквідаторівЧАЕС, Ломоносова, Лугова, Молодіжна, Незалежності, ПершогоТравня, Поліська, Приозерна, Пушкіна, Сагайдачного, Стадіонна, Шевченка, Щедра, пров. Приозерний, пров. Стадіонний, пров. Шевченка, ) xyxy=(245,1076,1483,1088)
settlements-cell: Тур (вул. Лесі Українки, Незалежності, Приозерна, ), Жиричі (вул. Вересневий, Затишна, Незалежності, Нова, Паркова, Північна, Центральна, пров. Парковий, пров.Мисливський), Гірники (вул. Вишнева, ВосьмогоБерезня, Горького, Нова, Приозерна, Соснова, Токарського, Шевченка) xyxy=(245,1311,1483,1323)
table-row xyxy=(153,906,1483,918)
settlements-cell: Ялівні (вул. Висока, Лесі Українки, Лісова, Молодіжна, Незалежності, Поліська, Польова, Світла, Східна, Центральна, Шкільна, ), Теребовиці (вул. Зелена, Озірна, Сіцівська, Центральна), Самари (вул. Гагіна, Гранична, Крищевська, Молодіжна, Набережна, Нова, Озірна, Оріхівська, Польова, Прикордонна, Серпнева, Соборна, Соснова, Центральна, Ярмолинці), Річиця (вул. Підгірна, Приозерна, Ранкова, Річкова, Шкільна), Піски-Річицькі (вул. Вишнева, Зелена, Молодіжна, Московська, Набережна, Нова, Підгірна, Садова, Самарівська, Тиха, Центральна, Шкільна), Козовата (вул. Жовтнева, Лісова, Польова, Центральна), Заниське (вул. Лісова, Польова, Прикордонна, Травнева), Головище (вул. Грушевського, Садова, Центральна), Боровуха (вул. Лісова, Польова, Центральна, Шевченка) xyxy=(245,747,1483,780)
table-row xyxy=(153,792,1483,814)
settlements-cell: Заболоття (вул. БогданаХмельницького, Брестська, Гагаріна, Зелена, Івана Франка, ЛіквідаторівЧАЕС, Ломоносова, Лугова, Прикордонна, Пушкіна, Ратнівська, Сагайдачного, Стадіонна, Шевченка, Щедра, х. Валок, х. Долина, х. Кінський, х. Корнів, х. Протирбин, х. Сколога, ), Гута (вул. Білоруська, Гранична, Зелена, Квітнева, Лесі Українки, Молодіжна, Незалежності, Нова, Прилісна, Садова, Тиха, Шевченка, Шкільна, вул.Першотравнева, пров. Березовий, пров. Калиновий, пров. Солов'їний, пров. Шкільний) xyxy=(245,149,1483,171)
table-row xyxy=(153,1232,1483,1265)
settlements-cell: Ялівні (вул. Висока, Лесі Українки, Лісова, Молодіжна, Незалежності, Поліська, Польова, Світла, Східна, Центральна, Шкільна, ), Теребовиці (вул. Зелена, Озірна, Сіцівська, Центральна), Самари (вул. Гагіна, Гранична, Крищевська, Молодіжна, Набережна, Нова, Озірна, Оріхівська, Польова, Прикордонна, Серпнева, Соборна, Соснова, Центральна, Ярмолинці), Річиця (вул. Підгірна, Приозерна, Ранкова, Річкова, Шкільна), Піски-Річицькі (вул. Вишнева, Зелена, Молодіжна, Московська, Набережна, Нова, Підгірна, Садова, Самарівська, Тиха, Центральна, Шкільна), Козовата (вул. Жовтнева, Лісова, Польова, Центральна), Заниське (вул. Лісова, Польова, Прикордонна, Травнева), Головище (вул. Грушевського, Садова, Центральна), Боровуха (вул. Лісова, Польова, Центральна, Шевченка) xyxy=(245,272,1483,305)
table-row xyxy=(153,1323,1483,1356)
settlements-cell: Ратне (вул. БогданаХмельницького, ), Комарове (вул. Весела, Квітнева, Крайня, Лесі Українки, Набережна, Польова, Садова, Тиха, Шкільна) xyxy=(245,545,1483,557)
time-slot-cell: 22:00-02:00 xyxy=(181,105,245,352)
table-row xyxy=(153,963,1483,975)
table-row xyxy=(153,1143,1483,1166)
